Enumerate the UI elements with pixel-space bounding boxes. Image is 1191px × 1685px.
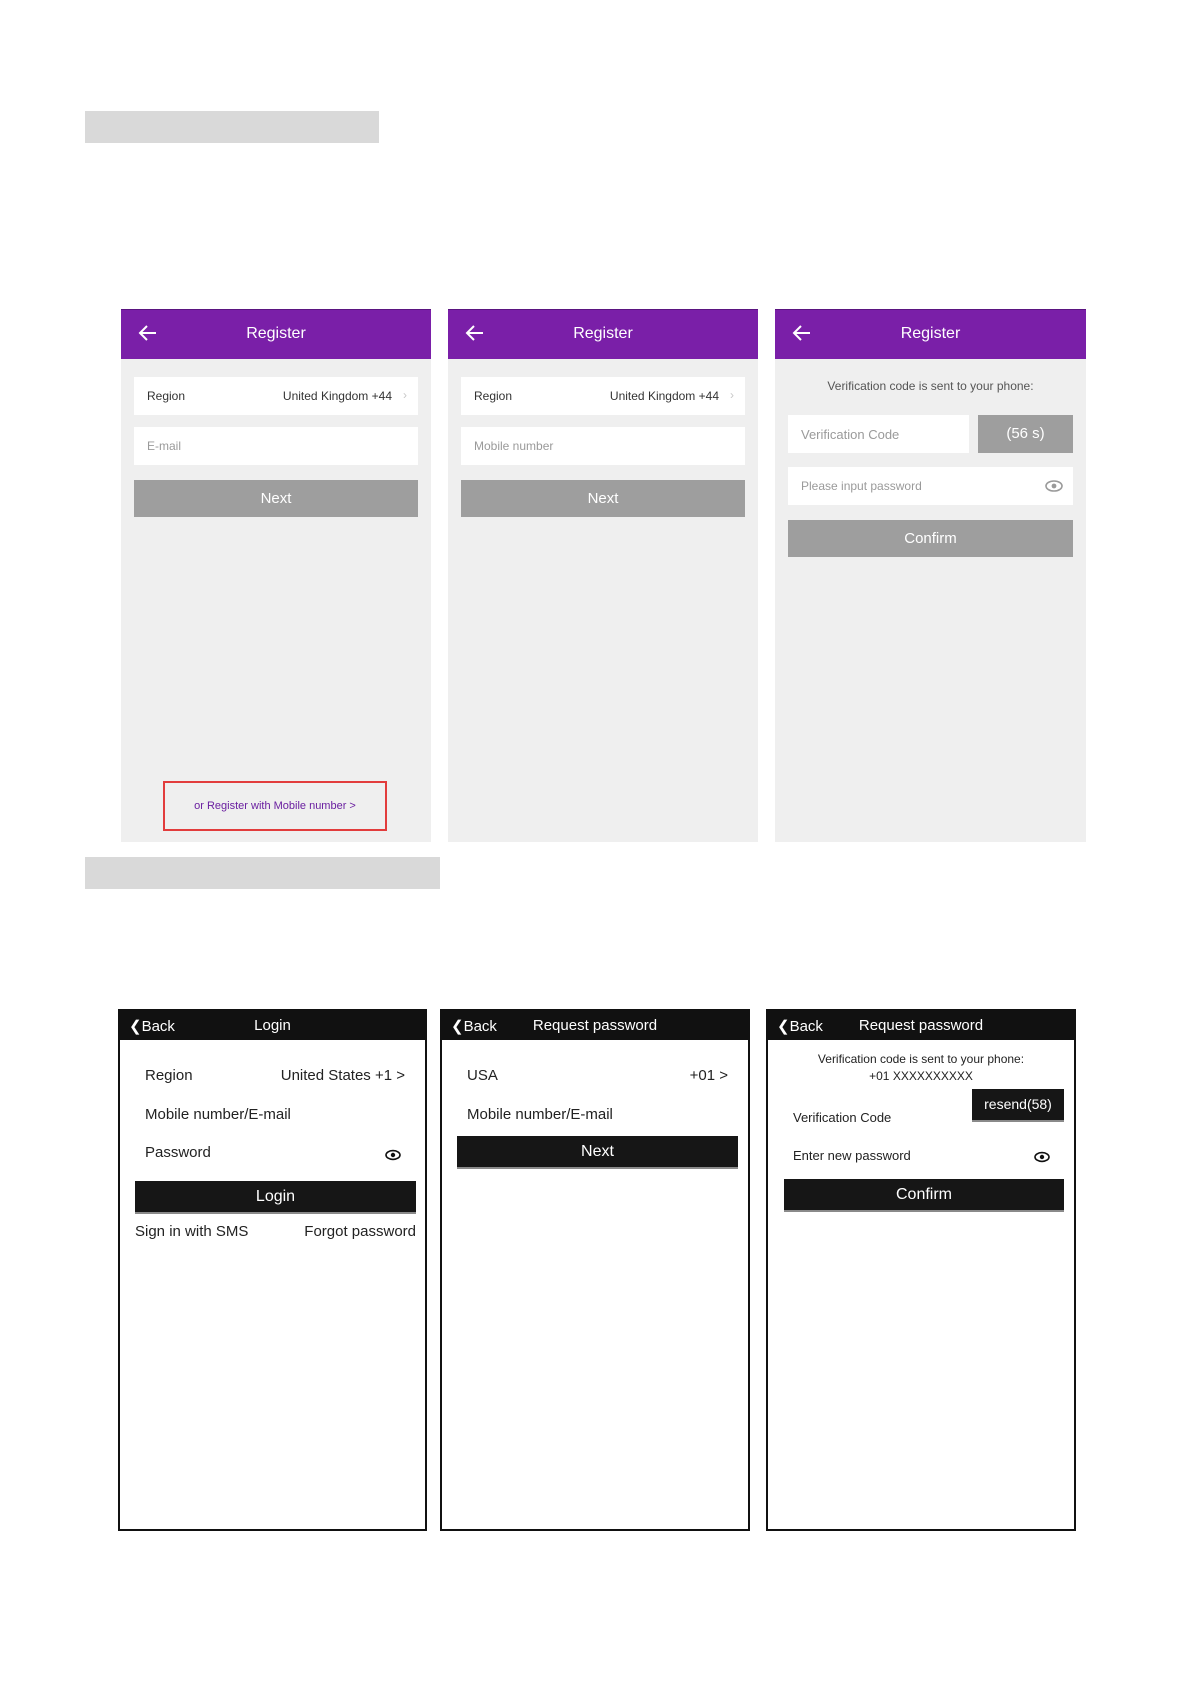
phone-number-mask: +01 XXXXXXXXXX	[869, 1069, 973, 1083]
section-header-bar-bottom	[85, 857, 440, 889]
app-header	[121, 309, 431, 359]
verification-code-placeholder: Verification Code	[801, 427, 900, 442]
app-header	[448, 309, 758, 359]
next-button[interactable]: Next	[134, 480, 418, 517]
register-with-mobile-link[interactable]: or Register with Mobile number >	[163, 781, 387, 831]
country-code-selector[interactable]: +01 >	[689, 1067, 728, 1084]
region-label: Region	[474, 389, 513, 403]
back-label: Back	[789, 1018, 823, 1035]
register-email-screen	[121, 309, 431, 842]
verification-info-line: Verification code is sent to your phone:	[817, 1052, 1025, 1066]
eye-icon[interactable]	[1034, 1151, 1050, 1163]
resend-timer-button[interactable]: (56 s)	[978, 415, 1073, 453]
region-selector[interactable]	[461, 377, 745, 415]
chevron-left-icon: ❮	[129, 1018, 142, 1035]
screen-title: Register	[573, 325, 633, 342]
new-password-field[interactable]: Enter new password	[793, 1148, 911, 1163]
mobile-number-field[interactable]	[461, 427, 745, 465]
sign-in-with-sms-link[interactable]: Sign in with SMS	[135, 1223, 249, 1240]
login-button[interactable]: Login	[135, 1181, 416, 1212]
region-value: United Kingdom +44	[282, 389, 392, 403]
verification-info: Verification code is sent to your phone:	[827, 379, 1034, 393]
back-label: Back	[463, 1018, 497, 1035]
register-mobile-screen	[448, 309, 758, 842]
account-field[interactable]: Mobile number/E-mail	[145, 1106, 291, 1123]
app-header	[775, 309, 1086, 359]
confirm-button[interactable]: Confirm	[784, 1179, 1064, 1210]
request-password-screen	[440, 1009, 750, 1531]
region-label: Region	[145, 1067, 193, 1084]
verification-code-field[interactable]: Verification Code	[793, 1110, 892, 1125]
country-label: USA	[467, 1067, 498, 1084]
app-header	[120, 1011, 425, 1040]
confirm-button[interactable]: Confirm	[788, 520, 1073, 557]
email-field[interactable]	[134, 427, 418, 465]
region-value: United Kingdom +44	[609, 389, 719, 403]
resend-button[interactable]: resend(58)	[972, 1089, 1064, 1120]
region-selector[interactable]	[134, 377, 418, 415]
chevron-left-icon: ❮	[777, 1018, 790, 1035]
screen-title: Request password	[532, 1017, 658, 1034]
verification-info	[768, 1051, 1074, 1085]
screen-title: Register	[246, 325, 306, 342]
mobile-placeholder: Mobile number	[474, 439, 554, 453]
app-header	[768, 1011, 1074, 1040]
chevron-right-icon: ›	[403, 388, 407, 402]
screen-title: Register	[900, 325, 961, 342]
verification-code-field[interactable]	[788, 415, 969, 453]
next-button[interactable]: Next	[461, 480, 745, 517]
region-label: Region	[147, 389, 186, 403]
register-verify-screen	[775, 309, 1086, 842]
screen-title: Login	[254, 1017, 291, 1034]
screen-title: Request password	[858, 1017, 984, 1034]
chevron-left-icon: ❮	[451, 1018, 464, 1035]
chevron-right-icon: ›	[730, 388, 734, 402]
password-field[interactable]	[788, 467, 1073, 505]
app-header	[442, 1011, 748, 1040]
section-header-bar-top	[85, 111, 379, 143]
reset-password-screen	[766, 1009, 1076, 1531]
region-selector[interactable]: United States +1 >	[280, 1067, 405, 1084]
eye-icon[interactable]	[385, 1149, 401, 1161]
email-placeholder: E-mail	[147, 439, 182, 453]
next-button[interactable]: Next	[457, 1136, 738, 1167]
password-field[interactable]: Password	[145, 1144, 211, 1161]
forgot-password-link[interactable]: Forgot password	[304, 1223, 416, 1240]
login-screen	[118, 1009, 427, 1531]
eye-icon[interactable]	[1045, 479, 1063, 493]
password-placeholder: Please input password	[801, 479, 922, 493]
account-field[interactable]: Mobile number/E-mail	[467, 1106, 613, 1123]
back-label: Back	[141, 1018, 175, 1035]
